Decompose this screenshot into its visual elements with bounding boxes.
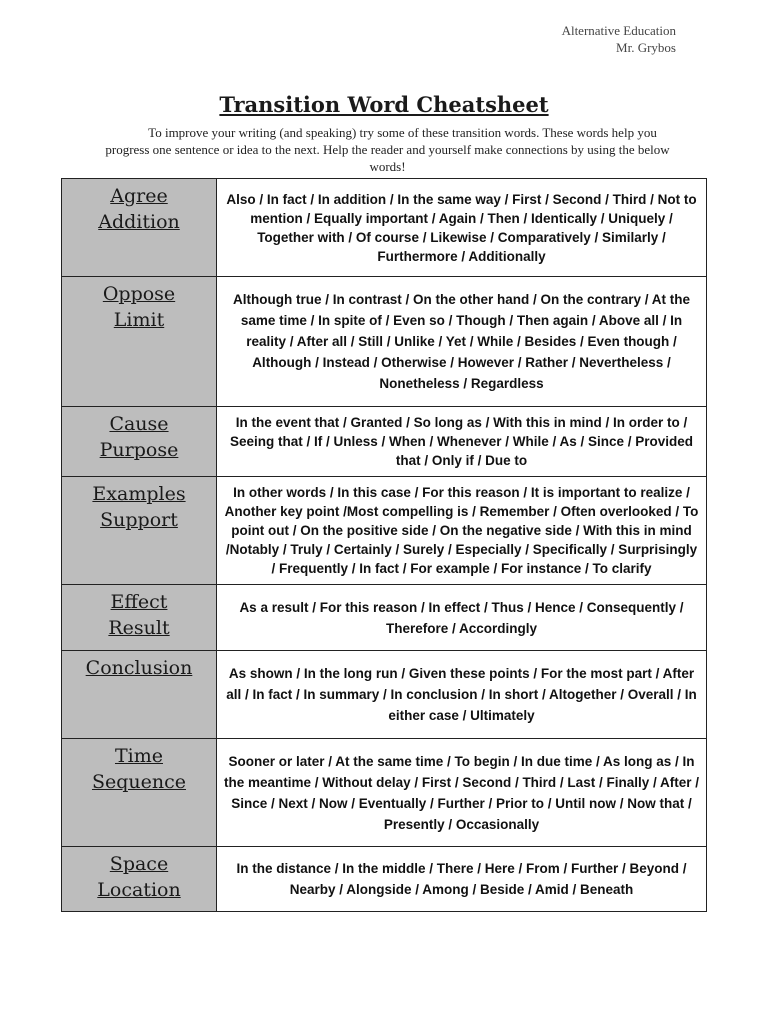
intro-paragraph bbox=[100, 124, 675, 175]
category-label: Space bbox=[109, 853, 169, 875]
category-label: Examples bbox=[92, 483, 186, 505]
category-label: Agree bbox=[110, 185, 168, 207]
teacher-name: Mr. Grybos bbox=[616, 40, 676, 55]
transition-table bbox=[61, 178, 707, 912]
table-row bbox=[62, 739, 707, 847]
category-cell bbox=[62, 477, 217, 585]
words-cell: Although true / In contrast / On the other hand / On the contrary / At the same time / In spite of / Even so / Though / Then again / Above all / In reality / After all / Still / Unlike / Yet / While / Besides / Even though / Although / Instead / Otherwise / However / Rather / Nevertheless / Nonetheless / Regardless bbox=[217, 277, 707, 407]
course-name: Alternative Education bbox=[561, 23, 676, 38]
words-cell: In the distance / In the middle / There / Here / From / Further / Beyond / Nearby / Alongside / Among / Beside / Amid / Beneath bbox=[217, 847, 707, 912]
table-row bbox=[62, 277, 707, 407]
words-cell: Also / In fact / In addition / In the same way / First / Second / Third / Not to mention / Equally important / Again / Then / Identically / Uniquely / Together with / Of course / Likewise / Comparatively / Similarly / Furthermore / Additionally bbox=[217, 179, 707, 277]
category-cell bbox=[62, 179, 217, 277]
table-row bbox=[62, 477, 707, 585]
intro-text: To improve your writing (and speaking) try some of these transition words. These words help you progress one sentence or idea to the next. Help the reader and yourself make connections by using the below words! bbox=[105, 125, 670, 174]
words-cell: As shown / In the long run / Given these points / For the most part / After all / In fact / In summary / In conclusion / In short / Altogether / Overall / In either case / Ultimately bbox=[217, 651, 707, 739]
page-title: Transition Word Cheatsheet bbox=[219, 92, 549, 117]
category-label: Cause bbox=[109, 413, 169, 435]
category-label: Limit bbox=[113, 309, 165, 331]
words-cell: In the event that / Granted / So long as / With this in mind / In order to / Seeing that / If / Unless / When / Whenever / While / As / Since / Provided that / Only if / Due to bbox=[217, 407, 707, 477]
table-row bbox=[62, 407, 707, 477]
category-label: Addition bbox=[98, 211, 180, 233]
category-label: Location bbox=[97, 879, 181, 901]
header-info bbox=[562, 22, 676, 56]
category-label: Sequence bbox=[91, 771, 187, 793]
category-cell bbox=[62, 585, 217, 651]
category-cell bbox=[62, 407, 217, 477]
table-row bbox=[62, 847, 707, 912]
category-label: Effect bbox=[110, 591, 168, 613]
category-label: Support bbox=[100, 509, 178, 531]
words-cell: As a result / For this reason / In effect / Thus / Hence / Consequently / Therefore / Accordingly bbox=[217, 585, 707, 651]
words-cell: Sooner or later / At the same time / To begin / In due time / As long as / In the meantime / Without delay / First / Second / Third / Last / Finally / After / Since / Next / Now / Eventually / Further / Prior to / Until now / Now that / Presently / Occasionally bbox=[217, 739, 707, 847]
table-row bbox=[62, 179, 707, 277]
category-cell bbox=[62, 847, 217, 912]
table-row bbox=[62, 585, 707, 651]
category-cell bbox=[62, 651, 217, 739]
category-label: Purpose bbox=[99, 439, 179, 461]
category-label: Conclusion bbox=[85, 657, 193, 679]
category-label: Time bbox=[114, 745, 163, 767]
category-label: Result bbox=[108, 617, 170, 639]
words-cell: In other words / In this case / For this reason / It is important to realize / Another key point /Most compelling is / Remember / Often overlooked / To point out / On the positive side / On the negative side / With this in mind /Notably / Truly / Certainly / Surely / Especially / Specifically / Surprisingly / Frequently / In fact / For example / For instance / To clarify bbox=[217, 477, 707, 585]
category-label: Oppose bbox=[102, 283, 176, 305]
category-cell bbox=[62, 277, 217, 407]
category-cell bbox=[62, 739, 217, 847]
table-row bbox=[62, 651, 707, 739]
